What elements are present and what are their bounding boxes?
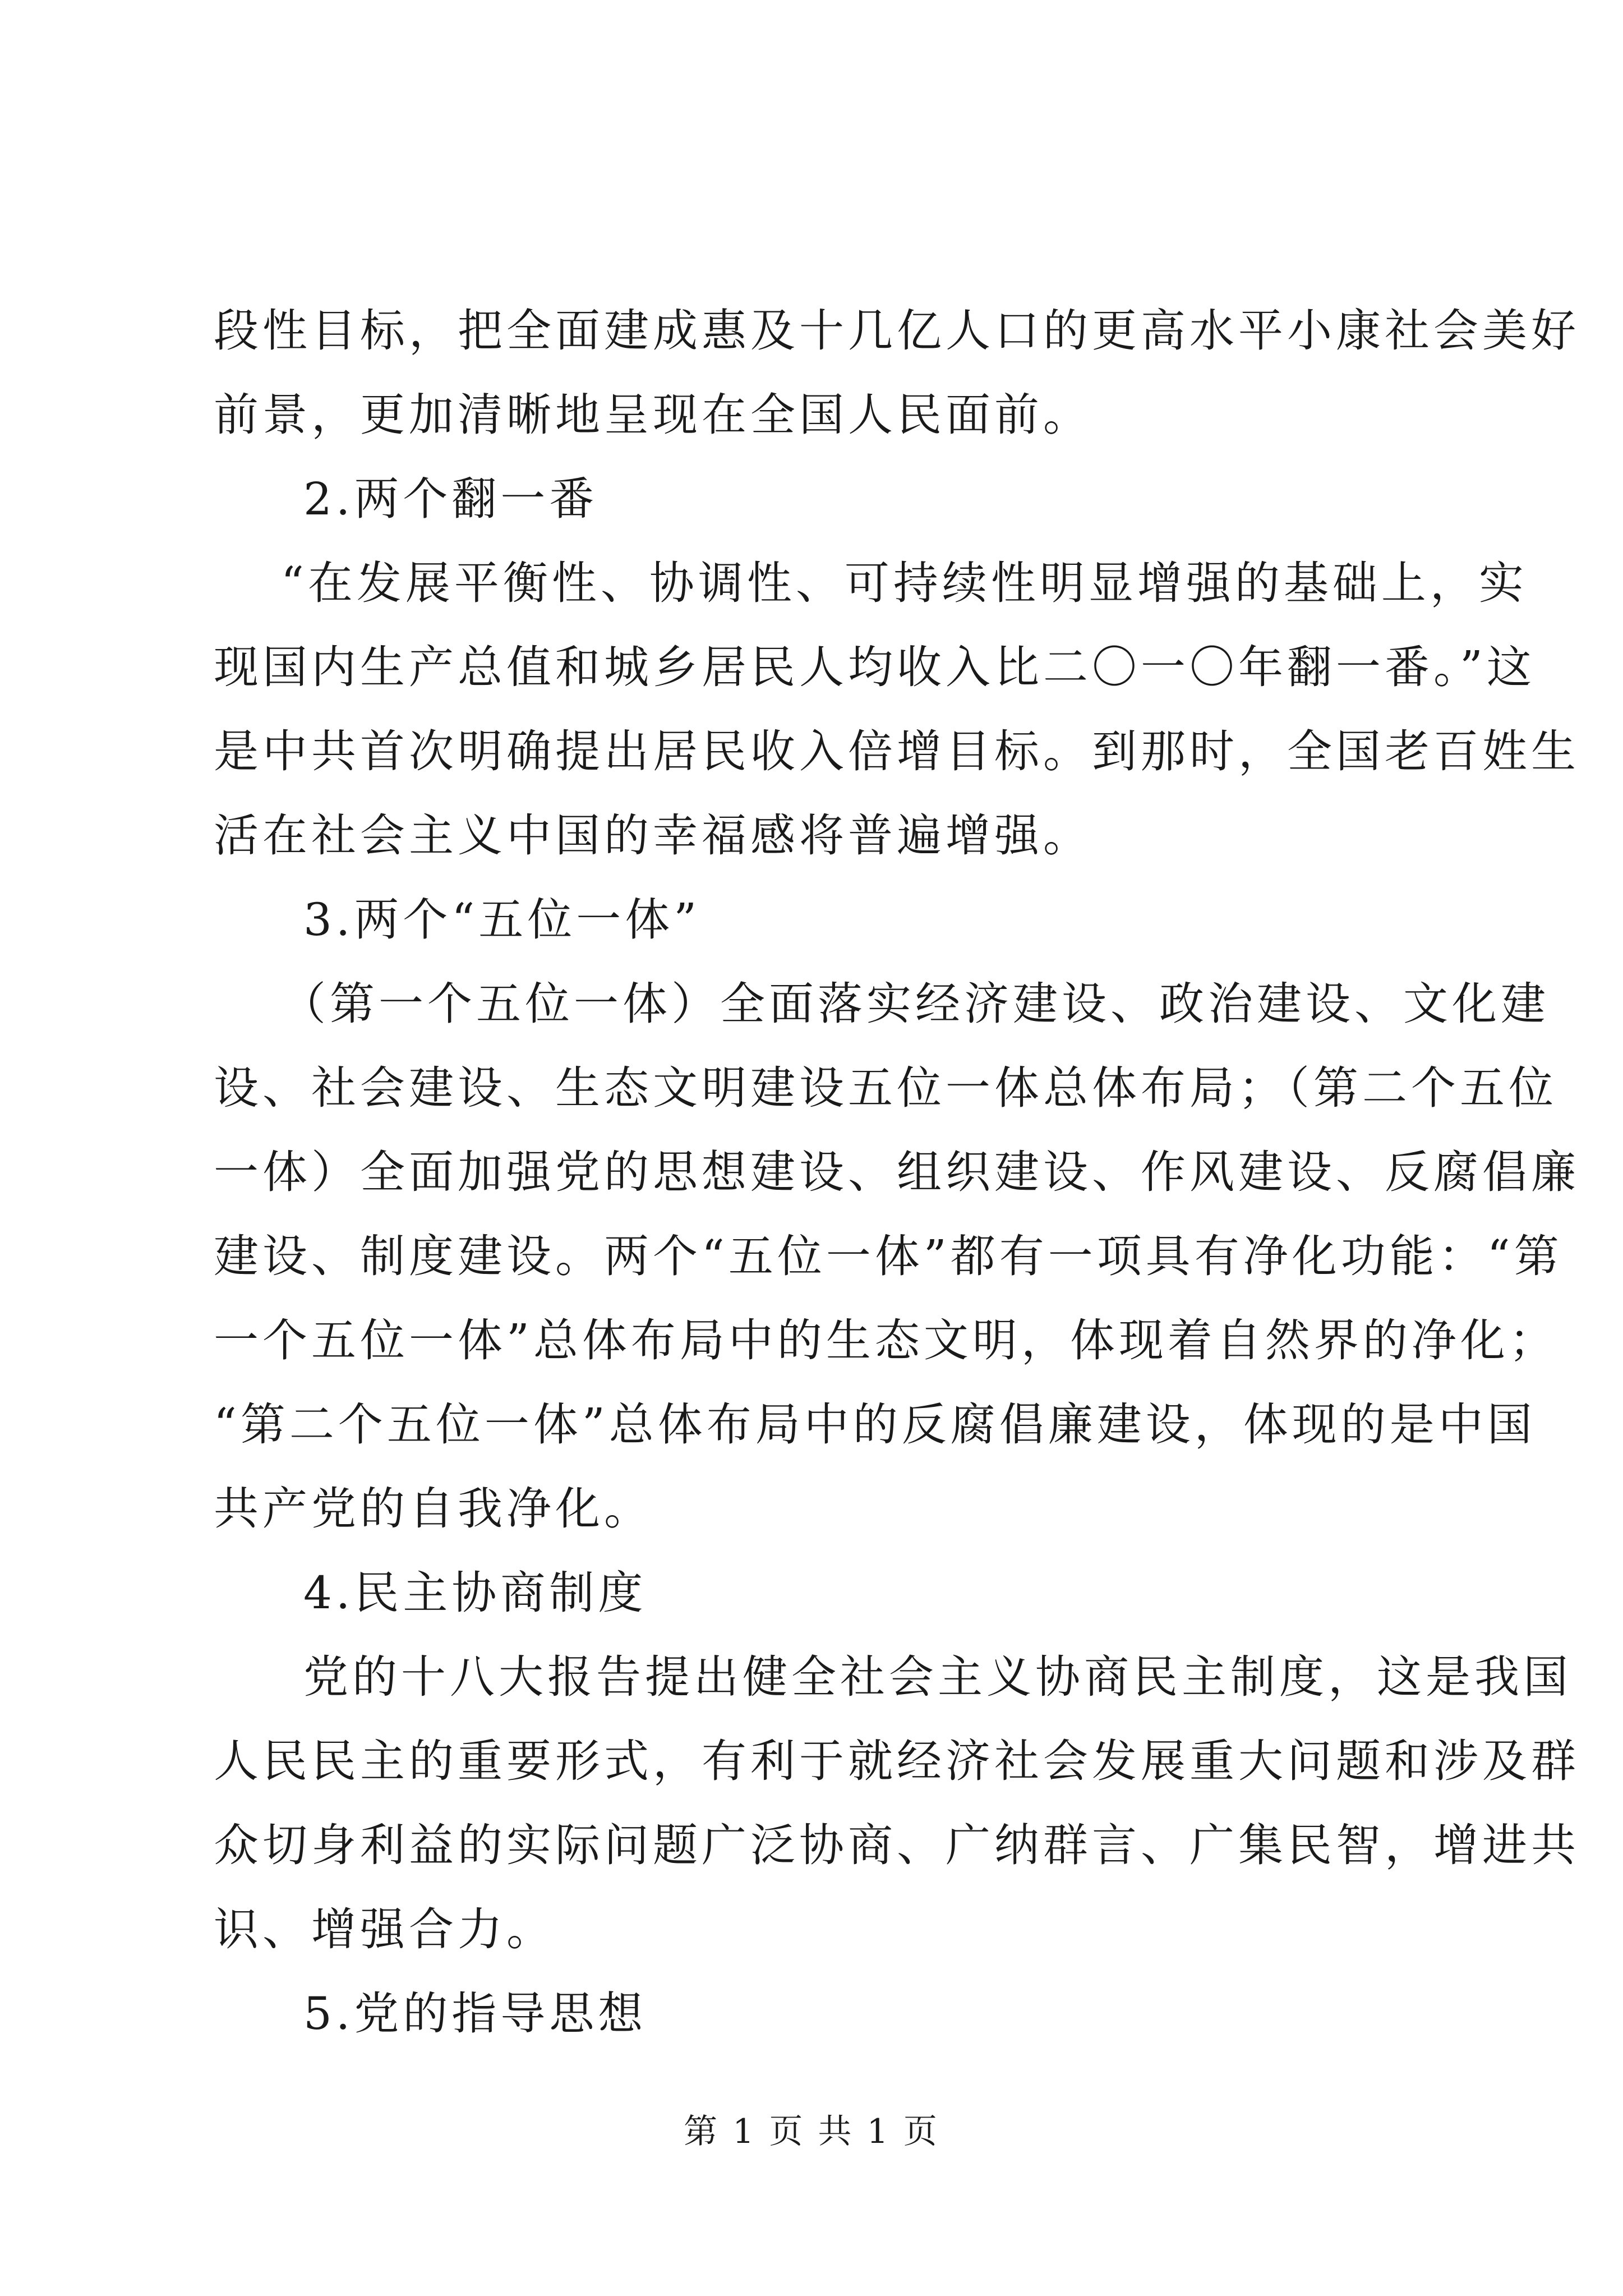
paragraph-line: 现国内生产总值和城乡居民人均收入比二〇一〇年翻一番。”这 [214, 641, 1536, 693]
paragraph-line: “第二个五位一体”总体布局中的反腐倡廉建设，体现的是中国 [214, 1398, 1536, 1451]
paragraph-line: 活在社会主义中国的幸福感将普遍增强。 [214, 809, 1092, 862]
paragraph-line: 设、社会建设、生态文明建设五位一体总体布局；（第二个五位 [214, 1062, 1557, 1114]
section-heading: 4.民主协商制度 [303, 1567, 647, 1619]
paragraph-line: “在发展平衡性、协调性、可持续性明显增强的基础上，实 [281, 557, 1528, 609]
paragraph-line: 段性目标，把全面建成惠及十几亿人口的更高水平小康社会美好 [214, 305, 1580, 357]
page-footer: 第 1 页 共 1 页 [684, 2112, 939, 2151]
paragraph-line: 众切身利益的实际问题广泛协商、广纳群言、广集民智，增进共 [214, 1819, 1580, 1871]
document-body [214, 300, 1580, 2067]
paragraph-line: 建设、制度建设。两个“五位一体”都有一项具有净化功能：“第 [214, 1230, 1563, 1282]
paragraph-line: 党的十八大报告提出健全社会主义协商民主制度，这是我国 [303, 1651, 1572, 1703]
paragraph-line: （第一个五位一体）全面落实经济建设、政治建设、文化建 [281, 978, 1550, 1030]
paragraph-line: 一个五位一体”总体布局中的生态文明，体现着自然界的净化； [214, 1314, 1558, 1366]
paragraph-line: 前景，更加清晰地呈现在全国人民面前。 [214, 389, 1092, 441]
section-heading: 5.党的指导思想 [303, 1987, 647, 2040]
paragraph-line: 是中共首次明确提出居民收入倍增目标。到那时，全国老百姓生 [214, 725, 1580, 777]
paragraph-line: 一体）全面加强党的思想建设、组织建设、作风建设、反腐倡廉 [214, 1146, 1580, 1198]
paragraph-line: 识、增强合力。 [214, 1903, 555, 1955]
section-heading: 3.两个“五位一体” [303, 894, 701, 946]
section-heading: 2.两个翻一番 [303, 473, 598, 525]
paragraph-line: 共产党的自我净化。 [214, 1483, 653, 1535]
paragraph-line: 人民民主的重要形式，有利于就经济社会发展重大问题和涉及群 [214, 1735, 1580, 1787]
